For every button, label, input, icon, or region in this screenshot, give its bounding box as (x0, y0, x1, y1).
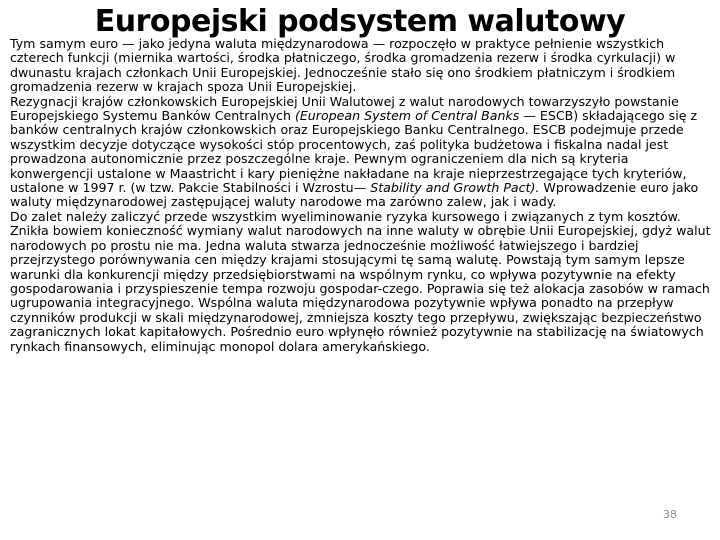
slide-body (10, 37, 712, 354)
slide-title: Europejski podsystem walutowy (94, 4, 626, 39)
paragraph-2-italic-a: (European System of Central Banks (294, 108, 520, 124)
paragraph-1: Tym samym euro — jako jedyna waluta międzynarodowa — rozpoczęło w praktyce pełnienie wszystkich czterech funkcji (miernika wartości, środka płatniczego, środka gromadzenia rezerw i środka cyrkulacji) w dwunastu krajach członkach Unii Europejskiej. Jednocześnie stało się ono środkiem płatniczym i środkiem gromadzenia rezerw w krajach spoza Unii Europejskiej. (10, 36, 676, 95)
paragraph-2-text-b: — ESCB) składającego się z banków centralnych krajów członkowskich oraz Europejskiego Banku Centralnego. ESCB podejmuje przede wszystkim decyzje dotyczące wysokości stóp procentowych, zaś polityka budżetowa i fiskalna nadal jest prowadzona autonomicznie przez poszczególne kraje. Pewnym ograniczeniem dla nich są kryteria konwergencji ustalone w Maastricht i kary pieniężne nakładane na kraje nieprzestrzegające tych kryteriów, ustalone w 1997 r. (w tzw. Pakcie Stabilności i Wzrostu— (10, 108, 698, 196)
paragraph-3: Do zalet należy zaliczyć przede wszystkim wyeliminowanie ryzyka kursowego i związanych z tym kosztów. Znikła bowiem konieczność wymiany walut narodowych na inne waluty w obrębie Unii Europejskiej, gdyż walut narodowych po prostu nie ma. Jedna waluta stwarza jednocześnie możliwość łatwiejszego i bardziej przejrzystego porównywania cen między krajami stosującymi tę samą walutę. Powstają tym samym lepsze warunki dla konkurencji między przedsiębiorstwami na wspólnym rynku, co wpływa pozytywnie na efekty gospodarowania i przyspieszenie tempa rozwoju gospodar-czego. Poprawia się też alokacja zasobów w ramach ugrupowania integracyjnego. Wspólna waluta międzynarodowa pozytywnie wpływa ponadto na przepływ czynników produkcji w skali międzynarodowej, zmniejsza koszty tego przepływu, zwiększając bezpieczeństwo zagranicznych lokat kapitałowych. Pośrednio euro wpłynęło również pozytywnie na stabilizację na światowych rynkach finansowych, eliminując monopol dolara amerykańskiego. (10, 208, 711, 354)
paragraph-2 (10, 95, 712, 210)
paragraph-2-italic-b: Stability and Growth Pact). (370, 180, 540, 196)
paragraph-2-text-a: Rezygnacji krajów członkowskich Europejskiej Unii Walutowej z walut narodowych towarzyszyło powstanie Europejskiego Systemu Banków Centralnych (10, 93, 679, 124)
page-number: 38 (663, 508, 677, 521)
paragraph-2-text-c: Wprowadzenie euro jako waluty międzynarodowej zastępującej waluty narodowe ma zarówno zalew, jak i wady. (10, 180, 699, 210)
